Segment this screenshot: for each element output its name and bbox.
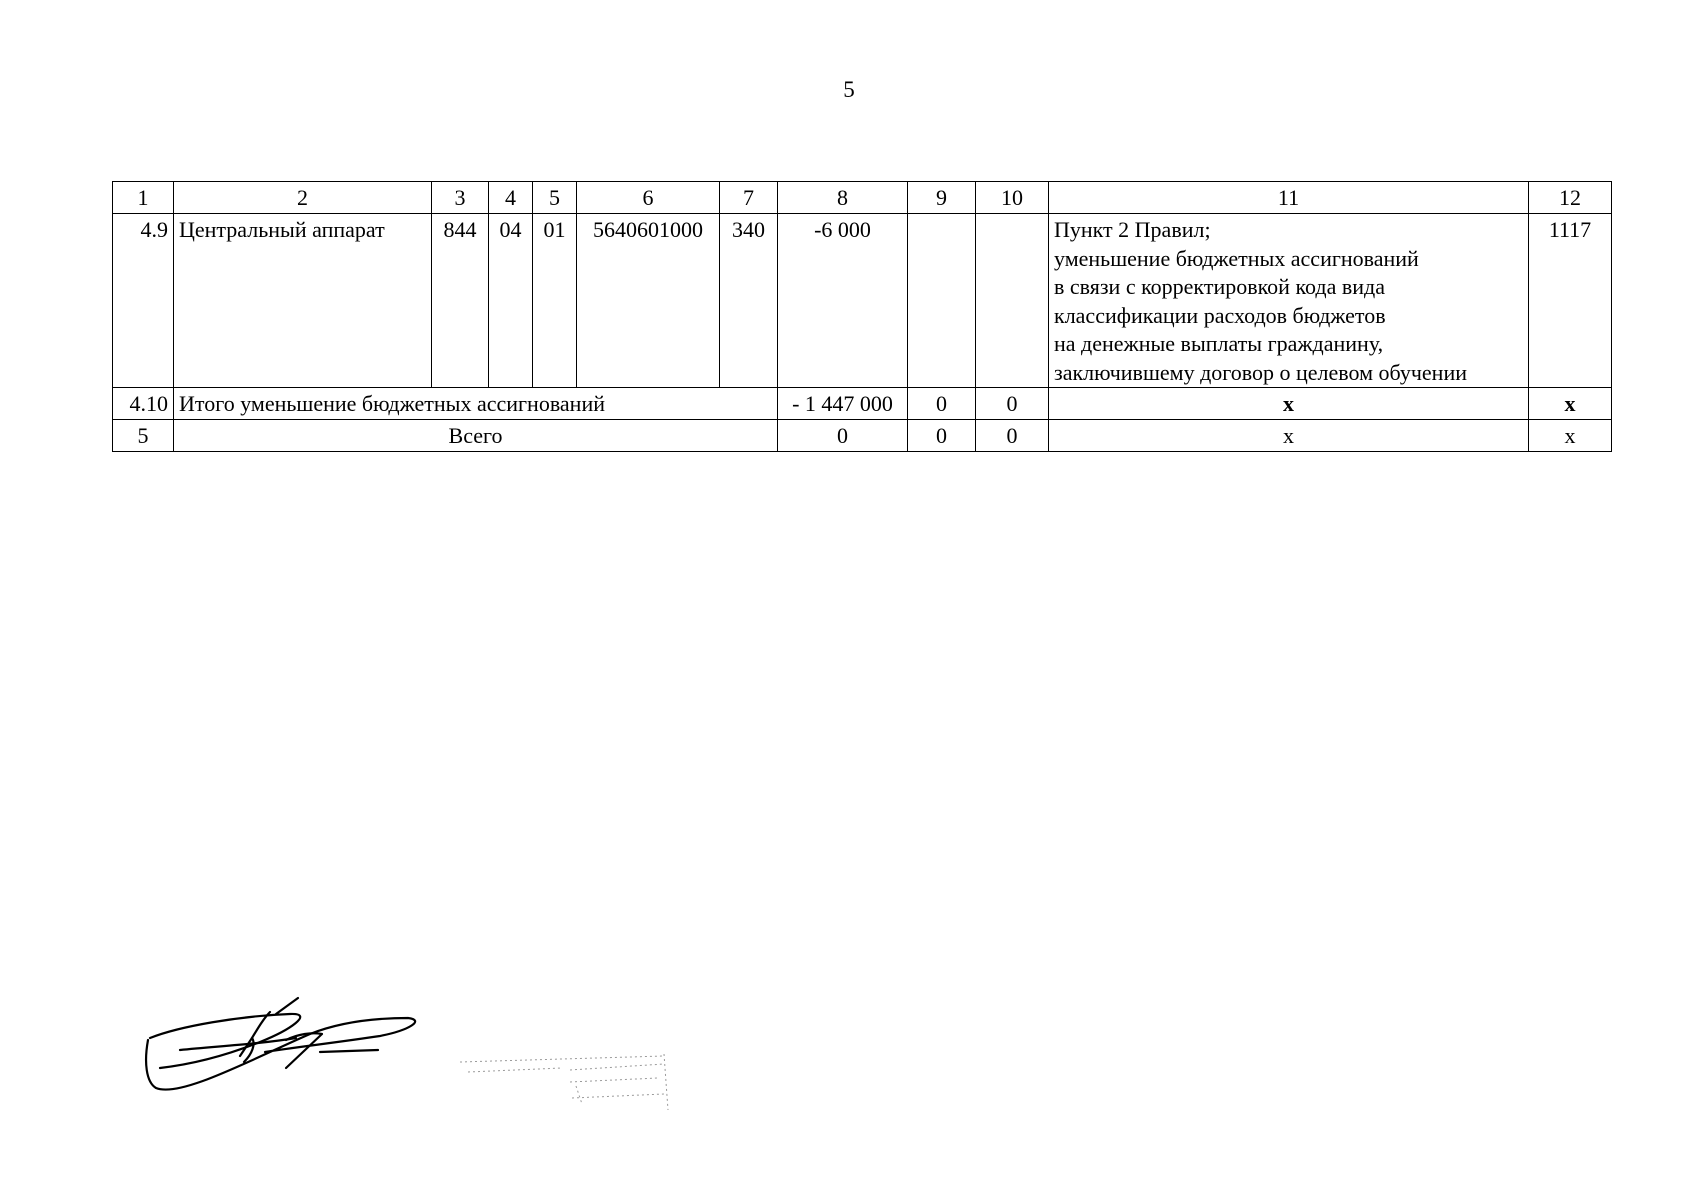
cell-amount: 0 (778, 420, 908, 452)
justification-line: на денежные выплаты гражданину, (1054, 331, 1384, 356)
justification-line: в связи с корректировкой кода вида (1054, 274, 1385, 299)
cell-expense-type: 340 (720, 214, 778, 388)
justification-line: уменьшение бюджетных ассигнований (1054, 245, 1419, 271)
cell-code-12: x (1529, 388, 1612, 420)
header-cell: 7 (720, 182, 778, 214)
cell-justification: x (1049, 388, 1529, 420)
cell-amount-10: 0 (976, 388, 1049, 420)
header-cell: 2 (174, 182, 432, 214)
row-number: 4.9 (113, 214, 174, 388)
cell-amount-9: 0 (908, 388, 976, 420)
header-cell: 6 (577, 182, 720, 214)
justification-line: классификации расходов бюджетов (1054, 302, 1386, 328)
header-cell: 9 (908, 182, 976, 214)
header-cell: 11 (1049, 182, 1529, 214)
row-label: Всего (174, 420, 778, 452)
header-cell: 10 (976, 182, 1049, 214)
cell-amount-10: 0 (976, 420, 1049, 452)
row-name: Центральный аппарат (174, 214, 432, 388)
cell-target-article: 5640601000 (577, 214, 720, 388)
justification-line: заключившему договор о целевом обучении (1054, 359, 1468, 385)
row-number: 4.10 (113, 388, 174, 420)
justification-line: Пункт 2 Правил; (1054, 217, 1211, 242)
table-row (113, 214, 1612, 388)
table-row-total-decrease (113, 388, 1612, 420)
stamp-mark (458, 1046, 678, 1112)
cell-code-12: 1117 (1529, 214, 1612, 388)
table-row-total (113, 420, 1612, 452)
cell-amount-10 (976, 214, 1049, 388)
row-number: 5 (113, 420, 174, 452)
cell-amount: -6 000 (778, 214, 908, 388)
cell-code-12: x (1529, 420, 1612, 452)
budget-table (112, 181, 1612, 452)
cell-justification: x (1049, 420, 1529, 452)
header-cell: 1 (113, 182, 174, 214)
cell-amount: - 1 447 000 (778, 388, 908, 420)
cell-amount-9 (908, 214, 976, 388)
page-number: 5 (843, 77, 855, 102)
cell-justification (1049, 214, 1529, 388)
cell-amount-9: 0 (908, 420, 976, 452)
header-cell: 12 (1529, 182, 1612, 214)
cell-subsection-code: 01 (533, 214, 577, 388)
table-header-row (113, 182, 1612, 214)
row-label: Итого уменьшение бюджетных ассигнований (174, 388, 778, 420)
signature (140, 990, 430, 1100)
header-cell: 4 (489, 182, 533, 214)
header-cell: 3 (432, 182, 489, 214)
cell-ministry-code: 844 (432, 214, 489, 388)
header-cell: 8 (778, 182, 908, 214)
cell-section-code: 04 (489, 214, 533, 388)
header-cell: 5 (533, 182, 577, 214)
